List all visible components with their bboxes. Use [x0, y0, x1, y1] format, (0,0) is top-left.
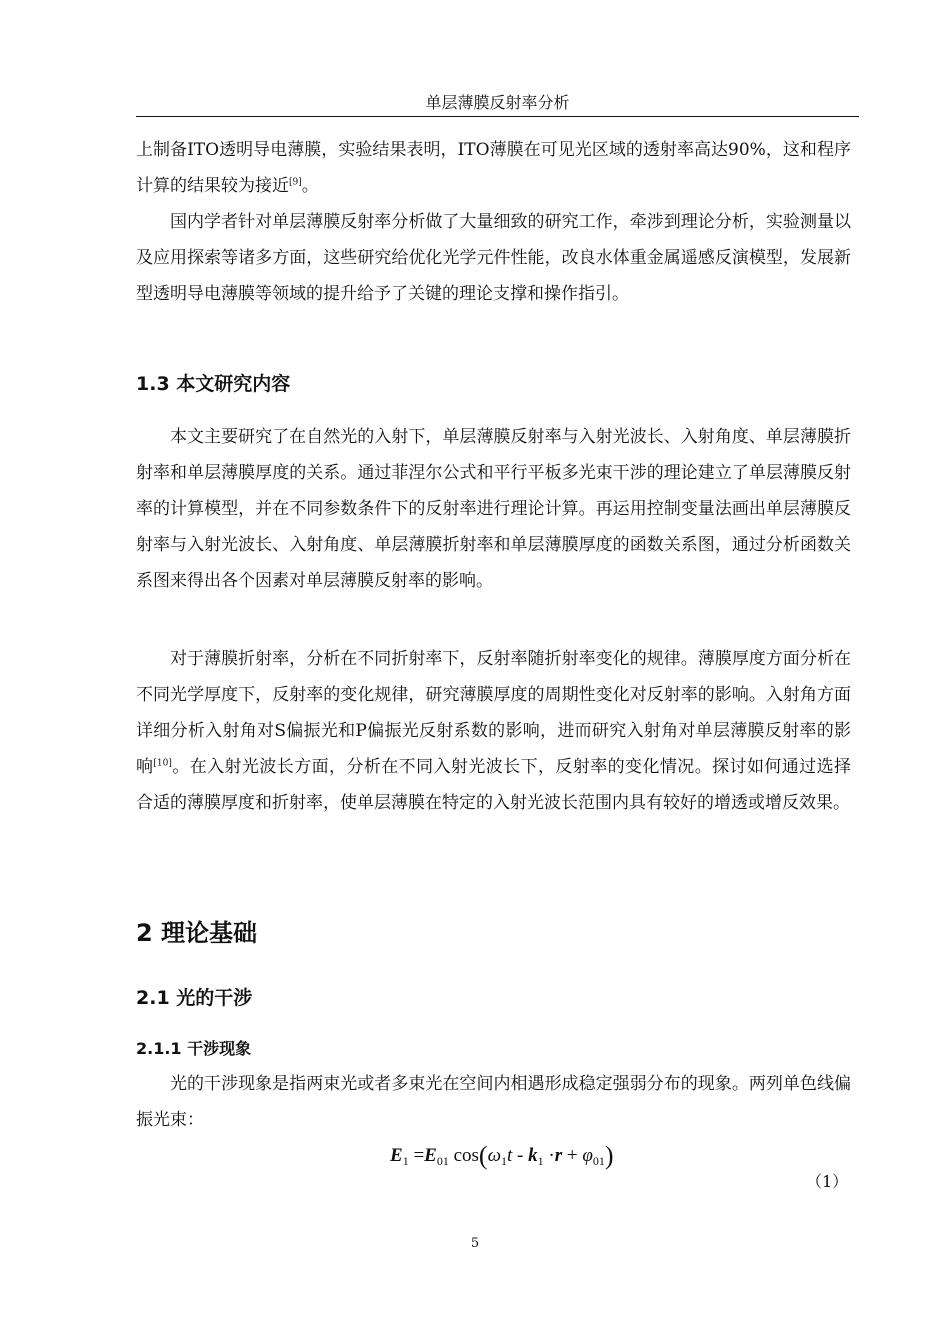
eq-t: t	[507, 1145, 513, 1166]
chapter-heading-2: 2 理论基础	[136, 919, 258, 947]
paragraph-text: 对于薄膜折射率，分析在不同折射率下，反射率随折射率变化的规律。薄膜厚度方面分析在不同光学厚度下，反射率的变化规律，研究薄膜厚度的周期性变化对反射率的影响。入射角方面详细分析入射角对S偏振光和P偏振光反射系数的影响，进而研究入射角对单层薄膜反射率的影响	[136, 649, 851, 777]
eq-plus: +	[562, 1145, 583, 1166]
eq-subscript: 1	[537, 1154, 544, 1168]
paragraph-text-end: 。在入射光波长方面，分析在不同入射光波长下，反射率的变化情况。探讨如何通过选择合适的薄膜厚度和折射率，使单层薄膜在特定的入射光波长范围内具有较好的增透或增反效果。	[136, 757, 852, 813]
eq-equals: =	[408, 1145, 425, 1166]
eq-phi: φ	[582, 1145, 593, 1166]
eq-dot: ·	[543, 1145, 555, 1166]
section-heading-1-3: 1.3 本文研究内容	[136, 373, 291, 395]
eq-subscript: 01	[436, 1154, 449, 1168]
eq-symbol-E: E	[390, 1145, 403, 1166]
eq-cos: cos	[453, 1145, 479, 1166]
citation-ref[interactable]: [9]	[289, 177, 302, 188]
paragraph-domestic-research: 国内学者针对单层薄膜反射率分析做了大量细致的研究工作，牵涉到理论分析，实验测量以及应用探索等诸多方面，这些研究给优化光学元件性能，改良水体重金属遥感反演模型，发展新型透明导电薄膜等领域的提升给予了关键的理论支撑和操作指引。	[136, 212, 851, 304]
paragraph-text-end: 。	[301, 176, 319, 196]
eq-subscript: 1	[402, 1154, 409, 1168]
running-header: 单层薄膜反射率分析	[425, 93, 570, 112]
eq-subscript: 01	[592, 1154, 605, 1168]
eq-lparen: (	[478, 1141, 488, 1170]
page-number: 5	[470, 1236, 480, 1251]
eq-symbol-k: k	[528, 1145, 538, 1166]
paragraph-research-content: 本文主要研究了在自然光的入射下，单层薄膜反射率与入射光波长、入射角度、单层薄膜折射率和单层薄膜厚度的关系。通过菲涅尔公式和平行平板多光束干涉的理论建立了单层薄膜反射率的计算模型，并在不同参数条件下的反射率进行理论计算。再运用控制变量法画出单层薄膜反射率与入射光波长、入射角度、单层薄膜折射率和单层薄膜厚度的函数关系图，通过分析函数关系图来得出各个因素对单层薄膜反射率的影响。	[136, 427, 851, 591]
paragraph-text: 上制备ITO透明导电薄膜，实验结果表明，ITO薄膜在可见光区域的透射率高达90%，这和程序计算的结果较为接近	[136, 140, 851, 196]
paragraph-continued	[136, 132, 851, 204]
header-rule	[136, 116, 859, 117]
citation-ref[interactable]: [10]	[153, 758, 172, 769]
section-heading-2-1: 2.1 光的干涉	[136, 987, 253, 1009]
eq-symbol-r: r	[554, 1145, 563, 1166]
eq-rparen: )	[604, 1141, 614, 1170]
eq-minus: -	[512, 1145, 529, 1166]
subsection-heading-2-1-1: 2.1.1 干涉现象	[136, 1039, 252, 1058]
equation-1	[390, 1143, 614, 1174]
eq-omega: ω	[487, 1145, 502, 1166]
equation-number: （1）	[806, 1172, 849, 1191]
eq-subscript: 1	[501, 1154, 508, 1168]
eq-symbol-E0: E	[424, 1145, 437, 1166]
paragraph-interference: 光的干涉现象是指两束光或者多束光在空间内相遇形成稳定强弱分布的现象。两列单色线偏振光束：	[136, 1074, 851, 1130]
paragraph-analysis-plan	[136, 641, 851, 821]
